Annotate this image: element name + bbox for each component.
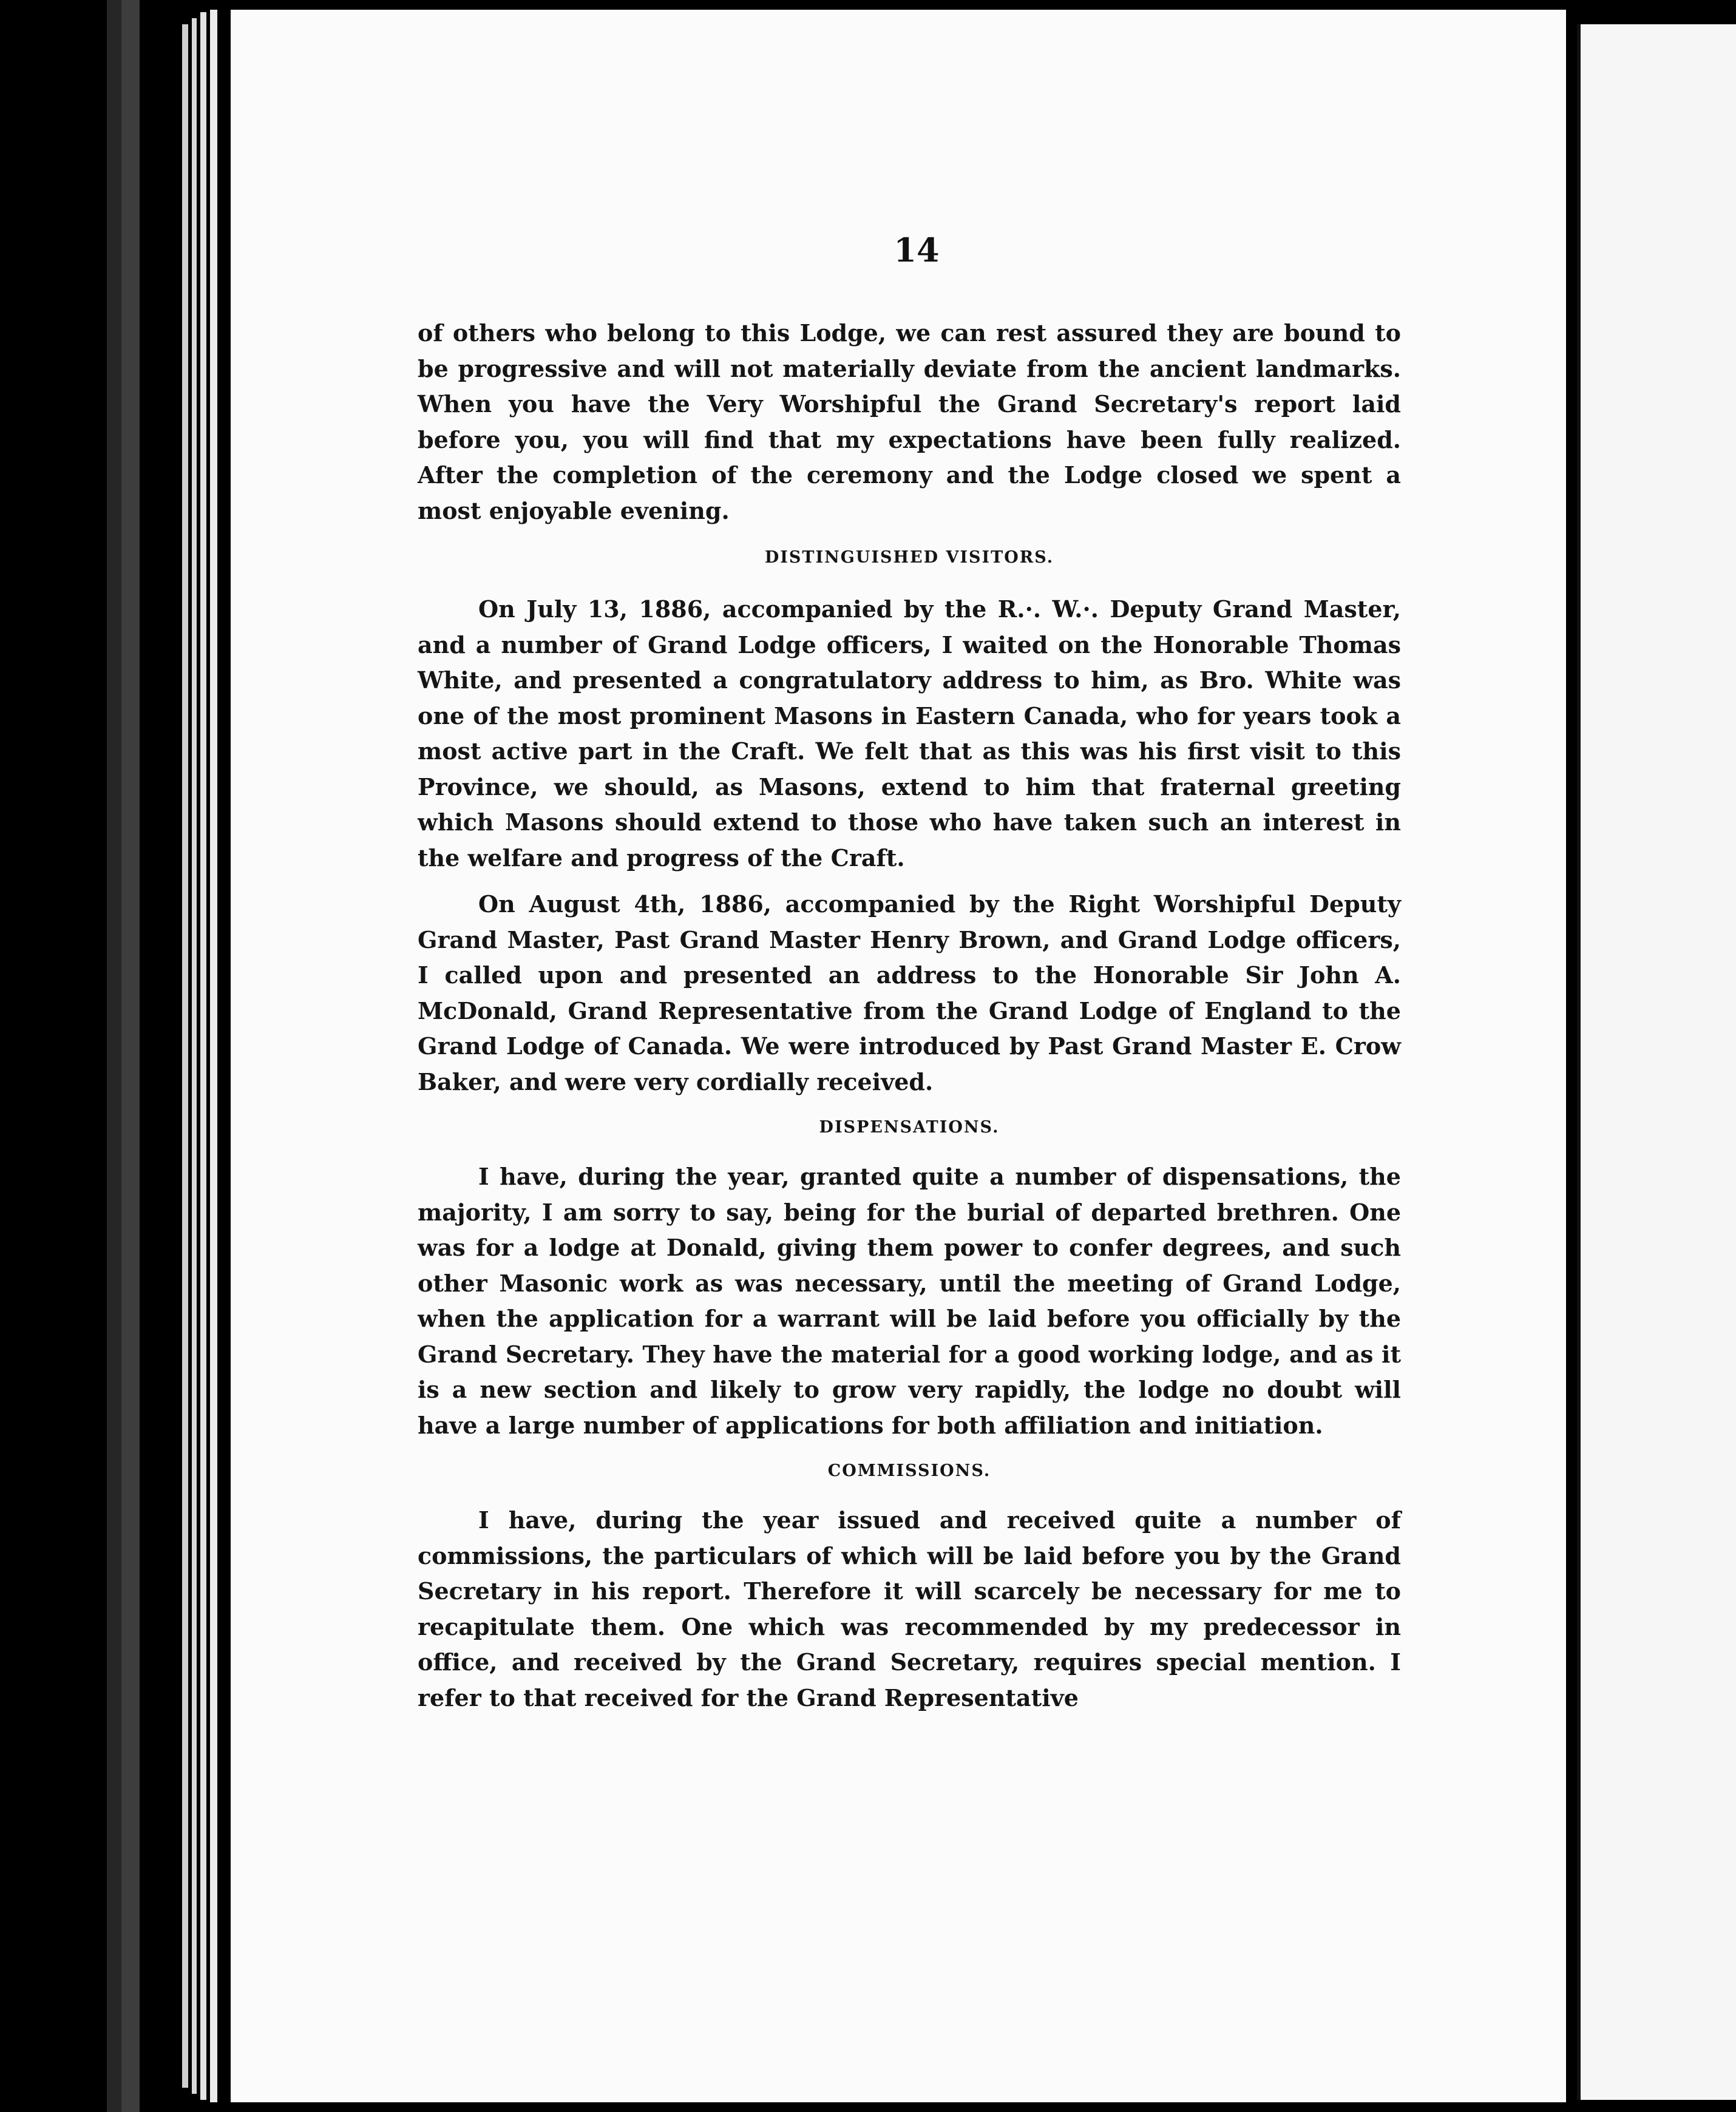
section-heading-distinguished-visitors: DISTINGUISHED VISITORS. <box>764 548 1054 567</box>
intro-paragraph: of others who belong to this Lodge, we can rest assured they are bound to be progressive and will not materially deviate from the ancient landmarks. When you have the Very Worshipful the Grand Secretary's report laid before you, you will find that my expectations have been fully realized. After the completion of the ceremony and the Lodge closed we spent a most enjoyable evening. <box>418 319 1401 524</box>
visitors-paragraph-1: On July 13, 1886, accompanied by the R.·. W.·. Deputy Grand Master, and a number of Grand Lodge officers, I waited on the Honorable Thomas White, and presented a congratulatory address to him, as Bro. White was one of the most prominent Masons in Eastern Canada, who for years took a most active part in the Craft. We felt that as this was his first visit to this Province, we should, as Masons, extend to him that fraternal greeting which Masons should extend to those who have taken such an interest in the welfare and progress of the Craft. <box>418 595 1401 872</box>
commissions-paragraph: I have, during the year issued and received quite a number of commissions, the particulars of which will be laid before you by the Grand Secretary in his report. Therefore it will scarcely be necessary for me to recapitulate them. One which was recommended by my predecessor in office, and received by the Grand Secretary, requires special mention. I refer to that received for the Grand Representative <box>418 1506 1401 1711</box>
page-stack-edge <box>182 24 188 2088</box>
text-column <box>418 316 1401 1716</box>
facing-page-edge <box>1577 24 1736 2100</box>
page-stack-edge <box>200 12 206 2100</box>
page-number: 14 <box>893 231 940 269</box>
dispensations-paragraph: I have, during the year, granted quite a number of dispensations, the majority, I am sorry to say, being for the burial of departed brethren. One was for a lodge at Donald, giving them power to confer degrees, and such other Masonic work as was necessary, until the meeting of Grand Lodge, when the application for a warrant will be laid before you officially by the Grand Secretary. They have the material for a good working lodge, and as it is a new section and likely to grow very rapidly, the lodge no doubt will have a large number of applications for both affiliation and initiation. <box>418 1163 1401 1439</box>
page-stack-edge <box>192 18 197 2094</box>
section-heading-commissions: COMMISSIONS. <box>827 1461 991 1480</box>
book-binding-edge <box>121 0 140 2112</box>
page-stack-edge <box>210 10 217 2102</box>
section-heading-dispensations: DISPENSATIONS. <box>819 1118 1000 1137</box>
visitors-paragraph-2: On August 4th, 1886, accompanied by the Right Worshipful Deputy Grand Master, Past Grand Master Henry Brown, and Grand Lodge officers, I called upon and presented an address to the Honorable Sir John A. McDonald, Grand Representative from the Grand Lodge of England to the Grand Lodge of Canada. We were introduced by Past Grand Master E. Crow Baker, and were very cordially received. <box>418 890 1401 1095</box>
